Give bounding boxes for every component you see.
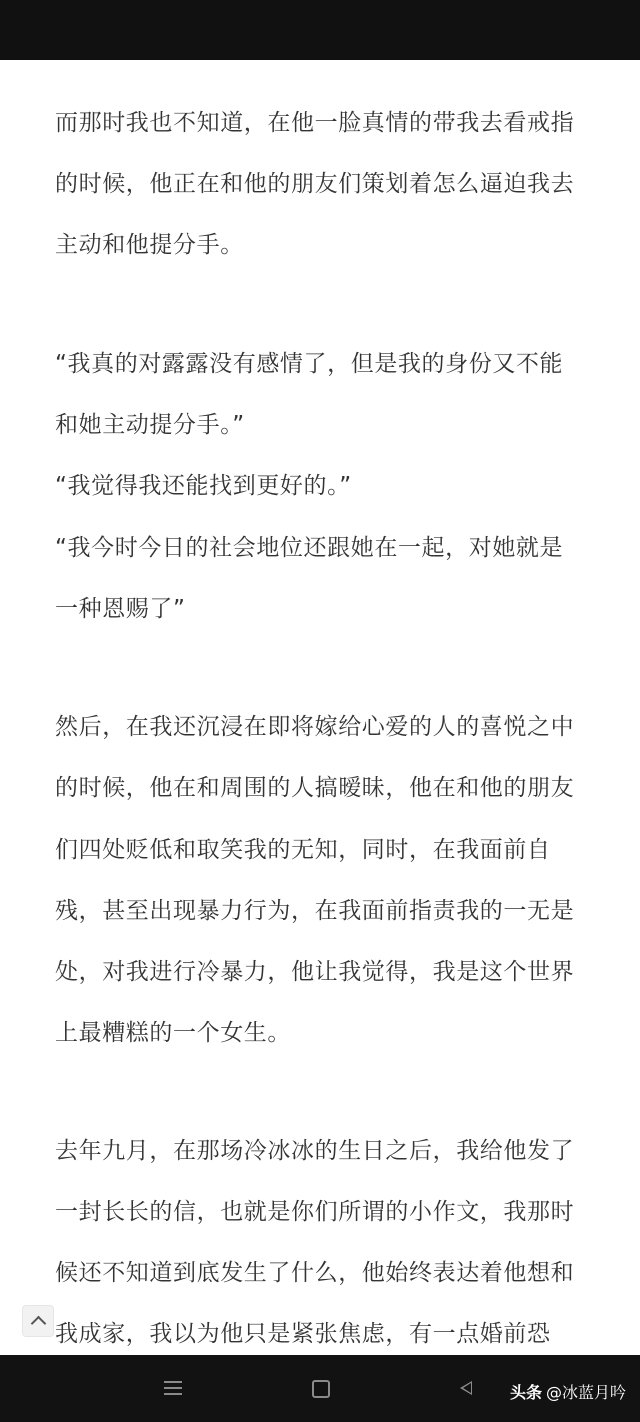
scroll-to-top-button[interactable] xyxy=(22,1305,54,1337)
article-line: 主动和他提分手。 xyxy=(55,232,244,258)
article-line: 处，对我进行冷暴力，他让我觉得，我是这个世界 xyxy=(55,959,575,985)
status-bar xyxy=(0,0,640,60)
article-line: “我今时今日的社会地位还跟她在一起，对她就是 xyxy=(55,535,564,561)
article-line: 而那时我也不知道，在他一脸真情的带我去看戒指 xyxy=(55,110,575,136)
back-icon[interactable] xyxy=(452,1373,482,1403)
article-line: 的时候，他在和周围的人搞暧昧，他在和他的朋友 xyxy=(55,775,575,801)
watermark-author: @冰蓝月吟 xyxy=(545,1383,626,1402)
home-icon[interactable] xyxy=(305,1373,335,1403)
article-line: 一种恩赐了” xyxy=(55,596,186,622)
article-line: 们四处贬低和取笑我的无知，同时，在我面前自 xyxy=(55,837,551,863)
article-line: 然后，在我还沉浸在即将嫁给心爱的人的喜悦之中 xyxy=(55,714,575,740)
article-line: “我觉得我还能找到更好的。” xyxy=(55,473,352,499)
article-line: 我成家，我以为他只是紧张焦虑，有一点婚前恐 xyxy=(55,1321,551,1347)
article-line: 去年九月，在那场冷冰冰的生日之后，我给他发了 xyxy=(55,1138,575,1164)
article-line: 和她主动提分手。” xyxy=(55,412,245,438)
article-line: 候还不知道到底发生了什么，他始终表达着他想和 xyxy=(55,1260,575,1286)
watermark xyxy=(510,1380,626,1403)
article-line: “我真的对露露没有感情了，但是我的身份又不能 xyxy=(55,351,564,377)
article-line: 残，甚至出现暴力行为，在我面前指责我的一无是 xyxy=(55,898,575,924)
article-line: 上最糟糕的一个女生。 xyxy=(55,1020,291,1046)
menu-icon[interactable] xyxy=(158,1373,188,1403)
watermark-brand: 头条 xyxy=(509,1383,542,1402)
article-line: 一封长长的信，也就是你们所谓的小作文，我那时 xyxy=(55,1199,575,1225)
article-line: 的时候，他正在和他的朋友们策划着怎么逼迫我去 xyxy=(55,171,575,197)
article-content[interactable] xyxy=(0,60,640,1355)
chevron-up-icon xyxy=(31,1316,47,1332)
